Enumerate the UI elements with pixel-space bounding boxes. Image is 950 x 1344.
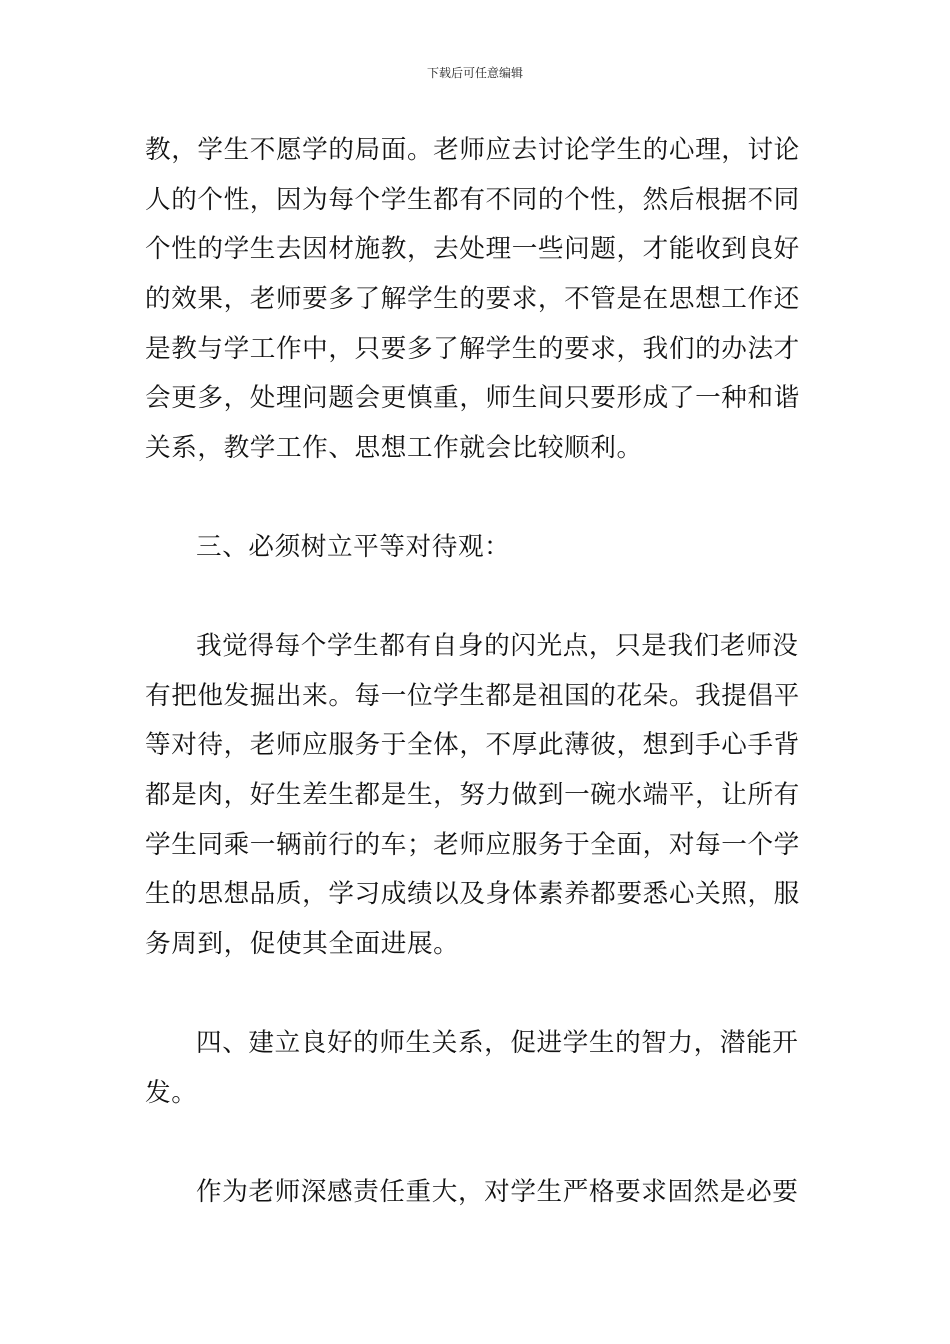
paragraph-line-4: 的效果，老师要多了解学生的要求，不管是在思想工作还 [145, 284, 800, 314]
paragraph-line-5: 是教与学工作中，只要多了解学生的要求，我们的办法才 [145, 334, 800, 364]
paragraph-line-13: 学生同乘一辆前行的车；老师应服务于全面，对每一个学 [145, 830, 800, 860]
paragraph-line-7: 关系，教学工作、思想工作就会比较顺利。 [145, 433, 643, 463]
paragraph-line-12: 都是肉，好生差生都是生，努力做到一碗水端平，让所有 [145, 780, 800, 810]
paragraph-line-10: 有把他发掘出来。每一位学生都是祖国的花朵。我提倡平 [145, 681, 800, 711]
paragraph-line-1: 教，学生不愿学的局面。老师应去讨论学生的心理，讨论 [145, 135, 800, 165]
paragraph-line-3: 个性的学生去因材施教，去处理一些问题，才能收到良好 [145, 234, 800, 264]
paragraph-line-18: 作为老师深感责任重大，对学生严格要求固然是必要 [196, 1177, 799, 1207]
paragraph-line-6: 会更多，处理问题会更慎重，师生间只要形成了一种和谐 [145, 383, 800, 413]
section-heading-3: 三、必须树立平等对待观： [196, 532, 511, 562]
page-header: 下载后可任意编辑 [426, 66, 523, 80]
paragraph-line-9: 我觉得每个学生都有自身的闪光点，只是我们老师没 [196, 631, 799, 661]
section-heading-4: 四、建立良好的师生关系，促进学生的智力，潜能开 [196, 1028, 799, 1058]
section-heading-4-continued: 发。 [145, 1078, 198, 1108]
paragraph-line-15: 务周到，促使其全面进展。 [145, 929, 460, 959]
paragraph-line-11: 等对待，老师应服务于全体，不厚此薄彼，想到手心手背 [145, 730, 800, 760]
paragraph-line-2: 人的个性，因为每个学生都有不同的个性，然后根据不同 [145, 185, 800, 215]
paragraph-line-14: 生的思想品质，学习成绩以及身体素养都要悉心关照，服 [145, 879, 800, 909]
